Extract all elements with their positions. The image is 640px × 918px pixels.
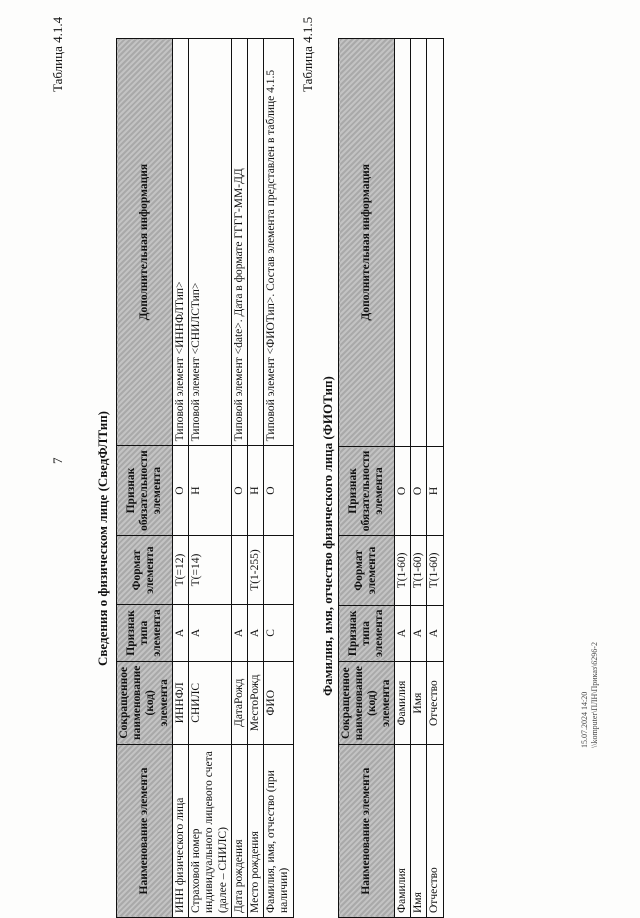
table-cell: Н bbox=[427, 446, 443, 536]
column-header: Дополнительная информация bbox=[339, 39, 395, 447]
table-cell: Имя bbox=[411, 661, 427, 744]
data-table bbox=[338, 38, 444, 918]
table-cell: ИННФЛ bbox=[172, 661, 188, 744]
file-footer bbox=[580, 642, 601, 748]
table-cell: T(1-60) bbox=[411, 536, 427, 605]
table-title: Сведения о физическом лице (СведФЛТип) bbox=[95, 410, 110, 666]
table-cell: Типовой элемент <ФИОТип>. Состав элемента представлен в таблице 4.1.5 bbox=[264, 39, 293, 446]
table-cell: А bbox=[394, 605, 410, 661]
footer-date: 15.07.2024 14:20 bbox=[580, 691, 589, 748]
table-cell: T(=12) bbox=[172, 535, 188, 604]
column-header: Признак обязательности элемента bbox=[117, 446, 173, 536]
table-row bbox=[427, 39, 443, 918]
table-cell: Фамилия bbox=[394, 661, 410, 744]
table-cell: А bbox=[172, 605, 188, 661]
table-row bbox=[231, 39, 247, 918]
table-cell: Н bbox=[189, 446, 232, 536]
column-header: Наименование элемента bbox=[339, 745, 395, 918]
table-row bbox=[247, 39, 263, 918]
table-cell bbox=[231, 535, 247, 604]
table-row bbox=[411, 39, 427, 918]
table-cell: Дата рождения bbox=[231, 744, 247, 917]
table-title: Фамилия, имя, отчество физического лица (ФИОТип) bbox=[320, 376, 335, 696]
table-cell: А bbox=[231, 605, 247, 661]
column-header: Формат элемента bbox=[339, 536, 395, 605]
table-cell: Типовой элемент <ИННФЛТип> bbox=[172, 39, 188, 446]
table-cell: Отчество bbox=[427, 661, 443, 744]
table-cell: Место рождения bbox=[247, 744, 263, 917]
column-header: Признак обязательности элемента bbox=[339, 446, 395, 536]
column-header: Дополнительная информация bbox=[117, 39, 173, 446]
table-number: Таблица 4.1.4 bbox=[50, 16, 65, 92]
table-cell: О bbox=[172, 446, 188, 536]
column-header: Признак типа элемента bbox=[117, 605, 173, 661]
table-cell: ИНН физического лица bbox=[172, 744, 188, 917]
table-cell: Страховой номер индивидуального лицевого счета (далее – СНИЛС) bbox=[189, 744, 232, 917]
table-cell: МестоРожд bbox=[247, 661, 263, 744]
table-cell: Имя bbox=[411, 745, 427, 918]
table-number: Таблица 4.1.5 bbox=[300, 16, 315, 92]
table-cell: О bbox=[394, 446, 410, 536]
table-cell: Фамилия bbox=[394, 745, 410, 918]
column-header: Сокращенное наименование (код) элемента bbox=[339, 661, 395, 744]
table-cell: С bbox=[264, 605, 293, 661]
table-cell bbox=[264, 535, 293, 604]
table-cell bbox=[394, 39, 410, 447]
table-cell: T(=14) bbox=[189, 535, 232, 604]
column-header: Сокращенное наименование (код) элемента bbox=[117, 661, 173, 744]
table-cell: T(1-60) bbox=[427, 536, 443, 605]
table-row bbox=[172, 39, 188, 918]
table-cell: Н bbox=[247, 446, 263, 536]
table-cell: О bbox=[231, 446, 247, 536]
table-cell: Фамилия, имя, отчество (при наличии) bbox=[264, 744, 293, 917]
table-cell: О bbox=[411, 446, 427, 536]
column-header: Признак типа элемента bbox=[339, 605, 395, 661]
table-cell: А bbox=[247, 605, 263, 661]
table-cell: А bbox=[427, 605, 443, 661]
table-cell: О bbox=[264, 446, 293, 536]
table-cell bbox=[411, 39, 427, 447]
column-header: Формат элемента bbox=[117, 535, 173, 604]
table-cell: Типовой элемент <СНИЛСТип> bbox=[189, 39, 232, 446]
table-cell: Типовой элемент <date>. Дата в формате ГГГГ-ММ-ДД bbox=[231, 39, 247, 446]
table-cell: СНИЛС bbox=[189, 661, 232, 744]
table-cell: T(1-255) bbox=[247, 535, 263, 604]
table-cell: А bbox=[411, 605, 427, 661]
table-cell: T(1-60) bbox=[394, 536, 410, 605]
table-header-row bbox=[339, 39, 395, 918]
table-row bbox=[189, 39, 232, 918]
table-cell: ФИО bbox=[264, 661, 293, 744]
table-cell: Отчество bbox=[427, 745, 443, 918]
table-header-row bbox=[117, 39, 173, 918]
data-table bbox=[116, 38, 294, 918]
column-header: Наименование элемента bbox=[117, 744, 173, 917]
table-cell: А bbox=[189, 605, 232, 661]
table-row bbox=[264, 39, 293, 918]
footer-path: \\komputer\ПЛН\Приказ\6296-2 bbox=[590, 642, 600, 748]
table-cell bbox=[247, 39, 263, 446]
table-cell bbox=[427, 39, 443, 447]
page-number: 7 bbox=[50, 457, 65, 464]
table-row bbox=[394, 39, 410, 918]
table-cell: ДатаРожд bbox=[231, 661, 247, 744]
